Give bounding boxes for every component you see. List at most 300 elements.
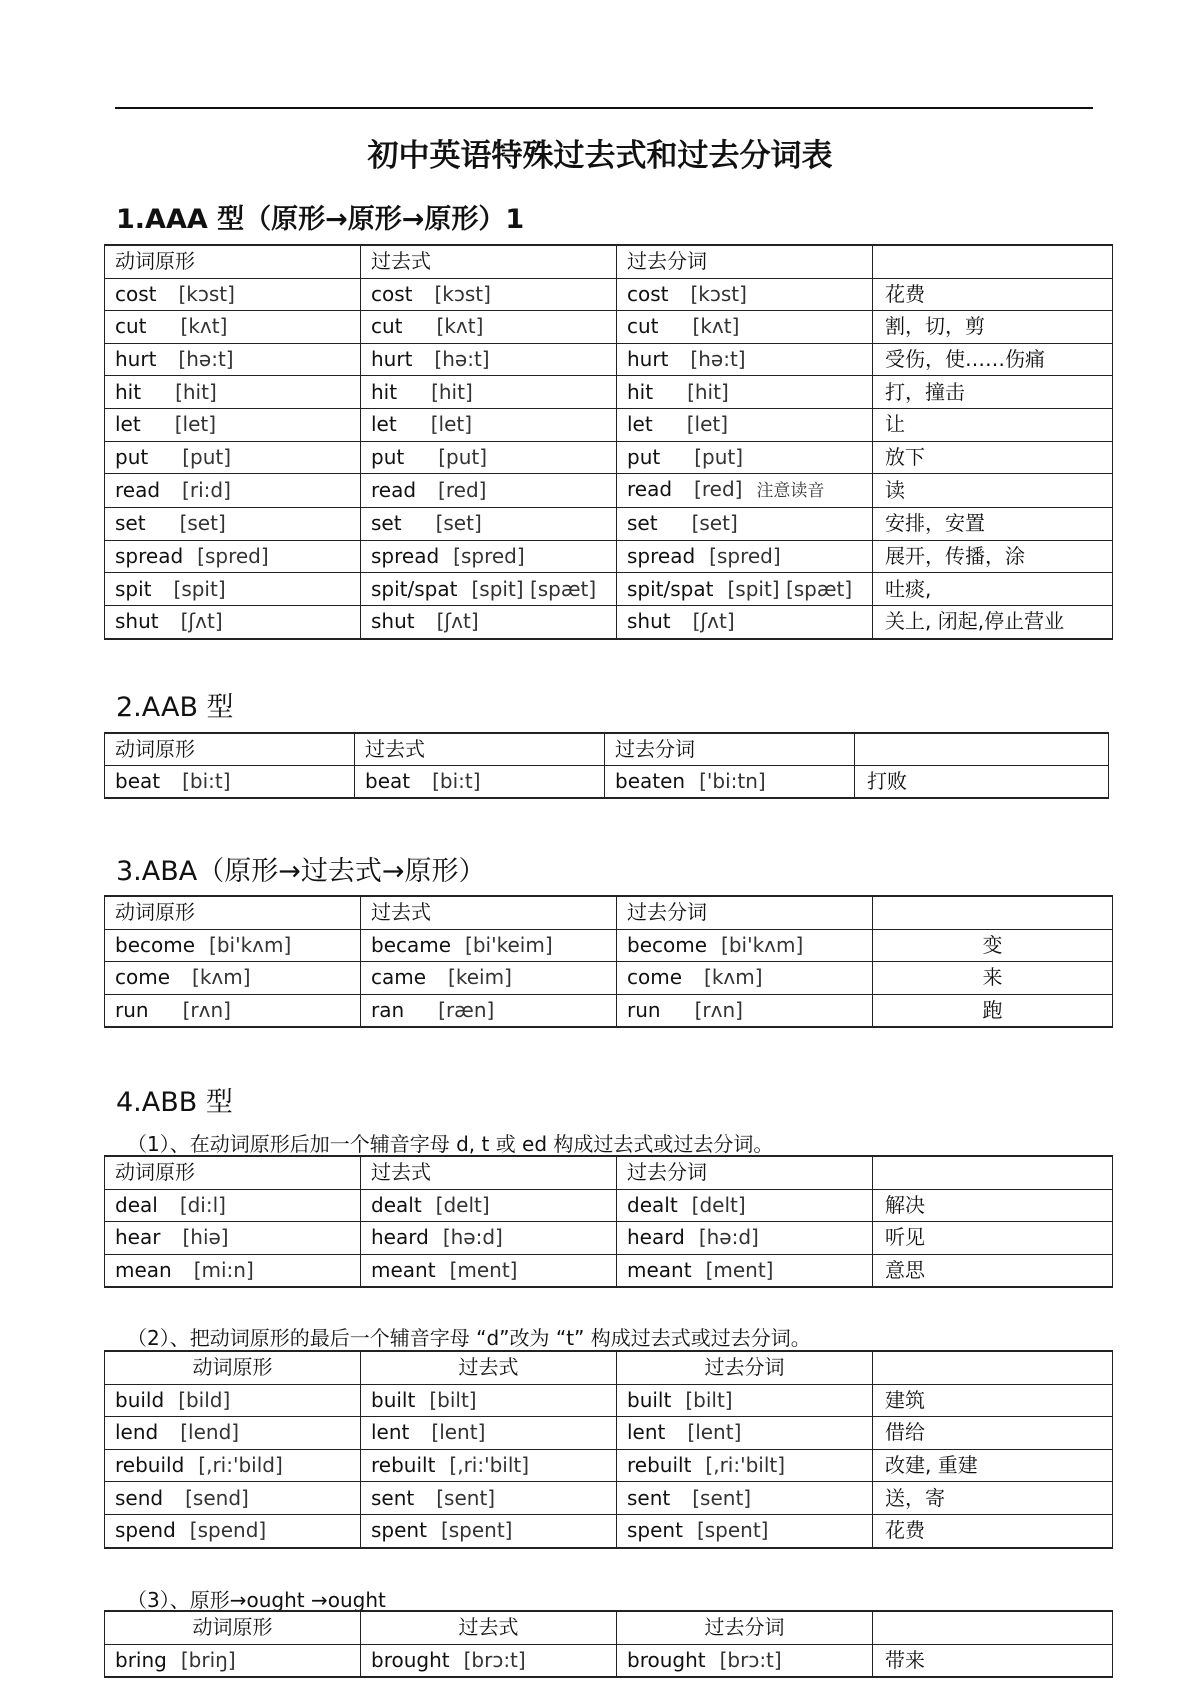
base-form-phonetic: [kʌm] bbox=[192, 965, 251, 990]
col-header-base: 动词原形 bbox=[105, 896, 361, 929]
past-tense-cell bbox=[361, 1644, 617, 1677]
past-participle-phonetic: [red] bbox=[694, 477, 743, 502]
base-form-cell bbox=[105, 1514, 361, 1547]
meaning-cell: 展开，传播，涂 bbox=[873, 540, 1113, 573]
table-row bbox=[105, 1254, 1113, 1287]
col-header-meaning bbox=[855, 733, 1109, 766]
base-form-cell bbox=[105, 1482, 361, 1515]
past-tense-word: beat bbox=[365, 769, 411, 793]
page-title: 初中英语特殊过去式和过去分词表 bbox=[367, 138, 833, 174]
base-form-phonetic: [,ri:'bild] bbox=[198, 1453, 283, 1478]
col-header-base: 动词原形 bbox=[105, 1611, 361, 1644]
past-participle-phonetic: [set] bbox=[691, 511, 738, 536]
base-form-cell bbox=[105, 1449, 361, 1482]
past-participle-phonetic: [delt] bbox=[691, 1192, 746, 1217]
base-form-word: hit bbox=[115, 379, 142, 404]
past-tense-cell bbox=[361, 441, 617, 474]
meaning-cell: 放下 bbox=[873, 441, 1113, 474]
table-abb-3 bbox=[104, 1610, 1113, 1678]
past-tense-cell bbox=[361, 540, 617, 573]
header-row bbox=[105, 896, 1113, 929]
past-tense-phonetic: [bilt] bbox=[429, 1387, 477, 1412]
abb-note-3: （3）、原形→ought →ought bbox=[127, 1588, 386, 1612]
past-participle-cell bbox=[617, 1222, 873, 1255]
base-form-phonetic: [set] bbox=[179, 511, 226, 536]
base-form-word: come bbox=[115, 965, 171, 990]
meaning-cell: 送，寄 bbox=[873, 1482, 1113, 1515]
top-rule bbox=[115, 107, 1093, 109]
table-row bbox=[105, 343, 1113, 376]
past-participle-word: sent bbox=[627, 1485, 671, 1510]
base-form-cell bbox=[105, 278, 361, 311]
table-row bbox=[105, 474, 1113, 508]
past-participle-word: cost bbox=[627, 281, 669, 306]
base-form-cell bbox=[105, 1384, 361, 1417]
base-form-phonetic: [di:l] bbox=[179, 1192, 226, 1217]
base-form-word: build bbox=[115, 1387, 165, 1412]
col-header-base: 动词原形 bbox=[105, 1351, 361, 1384]
past-tense-phonetic: [keim] bbox=[448, 965, 512, 990]
base-form-word: set bbox=[115, 511, 146, 536]
pronunciation-note: 注意读音 bbox=[756, 481, 825, 502]
past-tense-word: shut bbox=[371, 609, 415, 634]
past-participle-word: heard bbox=[627, 1225, 685, 1250]
base-form-cell bbox=[105, 343, 361, 376]
past-tense-cell bbox=[361, 408, 617, 441]
base-form-word: spit bbox=[115, 576, 152, 601]
col-header-past: 过去式 bbox=[355, 733, 605, 766]
base-form-word: rebuild bbox=[115, 1453, 185, 1478]
col-header-past-participle: 过去分词 bbox=[617, 1611, 873, 1644]
past-tense-cell bbox=[361, 1417, 617, 1450]
past-participle-phonetic: [,ri:'bilt] bbox=[705, 1453, 786, 1478]
table-row bbox=[105, 1449, 1113, 1482]
past-tense-phonetic: [kɔst] bbox=[434, 281, 491, 306]
meaning-cell: 打，撞击 bbox=[873, 376, 1113, 409]
past-participle-cell bbox=[617, 311, 873, 344]
col-header-past-participle: 过去分词 bbox=[617, 896, 873, 929]
past-tense-word: cut bbox=[371, 314, 403, 339]
base-form-phonetic: [spred] bbox=[197, 544, 269, 569]
col-header-past-participle: 过去分词 bbox=[617, 1351, 873, 1384]
past-participle-phonetic: [kʌm] bbox=[704, 965, 763, 990]
past-tense-cell bbox=[361, 1384, 617, 1417]
past-tense-cell bbox=[361, 1482, 617, 1515]
past-participle-word: let bbox=[627, 412, 653, 437]
base-form-cell bbox=[105, 962, 361, 995]
past-participle-word: read bbox=[627, 477, 673, 502]
meaning-cell: 关上, 闭起,停止营业 bbox=[873, 605, 1113, 638]
meaning-cell: 变 bbox=[873, 929, 1113, 962]
table-row bbox=[105, 605, 1113, 638]
col-header-past-participle: 过去分词 bbox=[605, 733, 855, 766]
past-participle-word: dealt bbox=[627, 1192, 678, 1217]
table-row bbox=[105, 1384, 1113, 1417]
col-header-base: 动词原形 bbox=[105, 245, 361, 278]
base-form-word: hear bbox=[115, 1225, 161, 1250]
past-participle-cell bbox=[617, 1384, 873, 1417]
base-form-word: cut bbox=[115, 314, 147, 339]
col-header-meaning bbox=[873, 896, 1113, 929]
col-header-base: 动词原形 bbox=[105, 1156, 361, 1189]
past-tense-word: put bbox=[371, 444, 405, 469]
past-tense-cell bbox=[361, 376, 617, 409]
base-form-word: bring bbox=[115, 1647, 167, 1672]
past-participle-word: spread bbox=[627, 544, 696, 569]
base-form-phonetic: [rʌn] bbox=[182, 998, 231, 1023]
past-participle-phonetic: [hit] bbox=[687, 379, 729, 404]
table-row bbox=[105, 508, 1113, 541]
past-tense-word: spread bbox=[371, 544, 440, 569]
past-tense-cell bbox=[361, 929, 617, 962]
base-form-word: run bbox=[115, 998, 149, 1023]
base-form-cell bbox=[105, 540, 361, 573]
base-form-phonetic: [bi:t] bbox=[182, 769, 231, 793]
past-participle-word: meant bbox=[627, 1258, 692, 1283]
past-participle-word: become bbox=[627, 932, 708, 957]
past-tense-phonetic: [spit] [spæt] bbox=[471, 576, 597, 601]
col-header-meaning bbox=[873, 1156, 1113, 1189]
past-participle-cell bbox=[617, 408, 873, 441]
col-header-meaning bbox=[873, 245, 1113, 278]
past-tense-word: dealt bbox=[371, 1192, 422, 1217]
past-tense-cell bbox=[361, 1514, 617, 1547]
abb-note-2: （2）、把动词原形的最后一个辅音字母 “d”改为 “t” 构成过去式或过去分词。 bbox=[127, 1326, 811, 1350]
meaning-cell: 意思 bbox=[873, 1254, 1113, 1287]
past-participle-phonetic: [ʃʌt] bbox=[692, 609, 735, 634]
past-participle-phonetic: [lent] bbox=[687, 1420, 742, 1445]
section-aab-heading: 2.AAB 型 bbox=[116, 692, 234, 723]
meaning-cell: 花费 bbox=[873, 278, 1113, 311]
base-form-word: shut bbox=[115, 609, 159, 634]
base-form-word: read bbox=[115, 478, 161, 503]
base-form-cell bbox=[105, 1254, 361, 1287]
table-row bbox=[105, 962, 1113, 995]
base-form-cell bbox=[105, 474, 361, 508]
past-participle-phonetic: [kʌt] bbox=[692, 314, 740, 339]
header-row bbox=[105, 1156, 1113, 1189]
base-form-cell bbox=[105, 311, 361, 344]
past-tense-cell bbox=[361, 994, 617, 1027]
meaning-cell: 改建, 重建 bbox=[873, 1449, 1113, 1482]
past-participle-cell bbox=[617, 994, 873, 1027]
table-row bbox=[105, 278, 1113, 311]
past-tense-phonetic: [ræn] bbox=[438, 998, 495, 1023]
base-form-phonetic: [lend] bbox=[180, 1420, 240, 1445]
past-tense-phonetic: [hə:t] bbox=[434, 347, 490, 372]
table-row bbox=[105, 1644, 1113, 1677]
table-row bbox=[105, 1222, 1113, 1255]
past-participle-phonetic: [spred] bbox=[709, 544, 781, 569]
meaning-cell: 打败 bbox=[855, 766, 1109, 799]
col-header-past-participle: 过去分词 bbox=[617, 245, 873, 278]
col-header-past: 过去式 bbox=[361, 245, 617, 278]
base-form-word: beat bbox=[115, 769, 161, 793]
past-tense-phonetic: [put] bbox=[438, 444, 488, 469]
base-form-word: lend bbox=[115, 1420, 159, 1445]
base-form-cell bbox=[105, 1222, 361, 1255]
past-participle-cell bbox=[617, 1189, 873, 1222]
meaning-cell: 花费 bbox=[873, 1514, 1113, 1547]
base-form-phonetic: [kʌt] bbox=[180, 314, 228, 339]
meaning-cell: 解决 bbox=[873, 1189, 1113, 1222]
past-participle-cell bbox=[617, 573, 873, 606]
table-row bbox=[105, 376, 1113, 409]
base-form-cell bbox=[105, 929, 361, 962]
table-row bbox=[105, 766, 1109, 799]
base-form-word: spread bbox=[115, 544, 184, 569]
base-form-phonetic: [send] bbox=[185, 1485, 249, 1510]
header-row bbox=[105, 245, 1113, 278]
past-tense-phonetic: [set] bbox=[435, 511, 482, 536]
past-tense-phonetic: [hit] bbox=[431, 379, 473, 404]
table-aba bbox=[104, 895, 1113, 1028]
past-tense-word: built bbox=[371, 1387, 416, 1412]
past-tense-phonetic: [,ri:'bilt] bbox=[449, 1453, 530, 1478]
past-tense-phonetic: [ment] bbox=[449, 1258, 518, 1283]
base-form-phonetic: [spend] bbox=[189, 1518, 267, 1543]
table-abb-1 bbox=[104, 1155, 1113, 1288]
base-form-cell bbox=[105, 605, 361, 638]
table-aab bbox=[104, 732, 1109, 799]
past-participle-word: put bbox=[627, 444, 661, 469]
base-form-phonetic: [hit] bbox=[175, 379, 217, 404]
base-form-word: hurt bbox=[115, 347, 157, 372]
meaning-cell: 受伤，使……伤痛 bbox=[873, 343, 1113, 376]
past-tense-phonetic: [sent] bbox=[436, 1485, 496, 1510]
table-row bbox=[105, 441, 1113, 474]
past-participle-cell bbox=[617, 441, 873, 474]
past-tense-phonetic: [spent] bbox=[440, 1518, 513, 1543]
past-tense-word: hit bbox=[371, 379, 398, 404]
meaning-cell: 听见 bbox=[873, 1222, 1113, 1255]
base-form-word: deal bbox=[115, 1192, 158, 1217]
past-tense-word: spent bbox=[371, 1518, 427, 1543]
past-participle-phonetic: [let] bbox=[686, 412, 729, 437]
base-form-phonetic: [let] bbox=[174, 412, 217, 437]
past-tense-word: brought bbox=[371, 1647, 450, 1672]
past-tense-cell bbox=[361, 1449, 617, 1482]
section-aba-heading: 3.ABA（原形→过去式→原形） bbox=[116, 856, 486, 887]
past-participle-cell bbox=[617, 1644, 873, 1677]
past-participle-phonetic: [spent] bbox=[696, 1518, 769, 1543]
col-header-past: 过去式 bbox=[361, 1611, 617, 1644]
base-form-phonetic: [mi:n] bbox=[193, 1258, 254, 1283]
meaning-cell: 来 bbox=[873, 962, 1113, 995]
past-participle-phonetic: [bi'kʌm] bbox=[721, 932, 804, 957]
past-participle-word: brought bbox=[627, 1647, 706, 1672]
base-form-cell bbox=[105, 508, 361, 541]
past-tense-word: sent bbox=[371, 1485, 415, 1510]
col-header-past: 过去式 bbox=[361, 1156, 617, 1189]
section-aaa-heading: 1.AAA 型（原形→原形→原形）1 bbox=[116, 204, 525, 235]
past-tense-cell bbox=[361, 962, 617, 995]
base-form-phonetic: [bild] bbox=[178, 1387, 231, 1412]
abb-note-1: （1）、在动词原形后加一个辅音字母 d, t 或 ed 构成过去式或过去分词。 bbox=[127, 1132, 774, 1156]
past-participle-phonetic: [sent] bbox=[692, 1485, 752, 1510]
base-form-phonetic: [kɔst] bbox=[178, 281, 235, 306]
base-form-word: put bbox=[115, 444, 149, 469]
past-participle-cell bbox=[617, 1254, 873, 1287]
base-form-word: become bbox=[115, 932, 196, 957]
col-header-past-participle: 过去分词 bbox=[617, 1156, 873, 1189]
table-aaa bbox=[104, 244, 1113, 640]
base-form-word: mean bbox=[115, 1258, 172, 1283]
past-participle-phonetic: [ment] bbox=[705, 1258, 774, 1283]
past-tense-word: set bbox=[371, 511, 402, 536]
past-participle-cell bbox=[617, 1449, 873, 1482]
past-participle-word: spit/spat bbox=[627, 576, 714, 601]
past-participle-word: cut bbox=[627, 314, 659, 339]
past-participle-cell bbox=[617, 278, 873, 311]
table-row bbox=[105, 573, 1113, 606]
past-participle-cell bbox=[617, 929, 873, 962]
past-tense-cell bbox=[361, 508, 617, 541]
past-tense-cell bbox=[361, 343, 617, 376]
past-tense-phonetic: [bi'keim] bbox=[465, 932, 553, 957]
past-participle-phonetic: [put] bbox=[694, 444, 744, 469]
table-row bbox=[105, 1514, 1113, 1547]
past-tense-word: meant bbox=[371, 1258, 436, 1283]
past-participle-cell bbox=[617, 1514, 873, 1547]
past-participle-cell bbox=[617, 605, 873, 638]
col-header-meaning bbox=[873, 1351, 1113, 1384]
table-row bbox=[105, 408, 1113, 441]
table-row bbox=[105, 540, 1113, 573]
past-participle-phonetic: [hə:t] bbox=[690, 347, 746, 372]
past-tense-cell bbox=[361, 1222, 617, 1255]
base-form-word: send bbox=[115, 1485, 164, 1510]
base-form-cell bbox=[105, 441, 361, 474]
past-participle-word: run bbox=[627, 998, 661, 1023]
past-tense-word: spit/spat bbox=[371, 576, 458, 601]
base-form-cell bbox=[105, 766, 355, 799]
past-participle-cell bbox=[617, 1482, 873, 1515]
past-tense-phonetic: [brɔ:t] bbox=[463, 1647, 526, 1672]
past-tense-phonetic: [hə:d] bbox=[442, 1225, 503, 1250]
col-header-past: 过去式 bbox=[361, 896, 617, 929]
past-tense-word: cost bbox=[371, 281, 413, 306]
meaning-cell: 割，切，剪 bbox=[873, 311, 1113, 344]
base-form-phonetic: [put] bbox=[182, 444, 232, 469]
base-form-word: cost bbox=[115, 281, 157, 306]
col-header-past: 过去式 bbox=[361, 1351, 617, 1384]
meaning-cell: 吐痰, bbox=[873, 573, 1113, 606]
past-participle-phonetic: [rʌn] bbox=[694, 998, 743, 1023]
table-row bbox=[105, 929, 1113, 962]
base-form-cell bbox=[105, 408, 361, 441]
base-form-cell bbox=[105, 573, 361, 606]
meaning-cell: 让 bbox=[873, 408, 1113, 441]
past-tense-word: rebuilt bbox=[371, 1453, 436, 1478]
past-participle-word: hit bbox=[627, 379, 654, 404]
meaning-cell: 读 bbox=[873, 474, 1113, 508]
base-form-cell bbox=[105, 1417, 361, 1450]
past-participle-cell bbox=[617, 508, 873, 541]
past-participle-word: spent bbox=[627, 1518, 683, 1543]
base-form-cell bbox=[105, 1189, 361, 1222]
past-tense-cell bbox=[361, 1254, 617, 1287]
col-header-base: 动词原形 bbox=[105, 733, 355, 766]
meaning-cell: 安排，安置 bbox=[873, 508, 1113, 541]
past-tense-word: ran bbox=[371, 998, 405, 1023]
past-tense-cell bbox=[361, 1189, 617, 1222]
table-row bbox=[105, 1482, 1113, 1515]
header-row bbox=[105, 1351, 1113, 1384]
past-participle-cell bbox=[617, 962, 873, 995]
past-participle-word: lent bbox=[627, 1420, 666, 1445]
table-row bbox=[105, 1417, 1113, 1450]
past-tense-word: hurt bbox=[371, 347, 413, 372]
meaning-cell: 跑 bbox=[873, 994, 1113, 1027]
past-tense-cell bbox=[361, 278, 617, 311]
past-tense-phonetic: [bi:t] bbox=[432, 769, 481, 793]
meaning-cell: 带来 bbox=[873, 1644, 1113, 1677]
past-tense-cell bbox=[361, 311, 617, 344]
past-tense-phonetic: [delt] bbox=[435, 1192, 490, 1217]
past-participle-word: beaten bbox=[615, 769, 686, 793]
base-form-phonetic: [briŋ] bbox=[180, 1647, 236, 1672]
past-participle-word: built bbox=[627, 1387, 672, 1412]
past-participle-word: set bbox=[627, 511, 658, 536]
past-tense-phonetic: [lent] bbox=[431, 1420, 486, 1445]
past-participle-phonetic: [hə:d] bbox=[698, 1225, 759, 1250]
meaning-cell: 借给 bbox=[873, 1417, 1113, 1450]
header-row bbox=[105, 733, 1109, 766]
past-tense-cell bbox=[361, 474, 617, 508]
past-tense-cell bbox=[361, 573, 617, 606]
base-form-word: spend bbox=[115, 1518, 176, 1543]
base-form-phonetic: [hiə] bbox=[182, 1225, 229, 1250]
past-participle-phonetic: [kɔst] bbox=[690, 281, 747, 306]
past-tense-cell bbox=[355, 766, 605, 799]
past-tense-cell bbox=[361, 605, 617, 638]
header-row bbox=[105, 1611, 1113, 1644]
past-tense-phonetic: [kʌt] bbox=[436, 314, 484, 339]
past-participle-word: hurt bbox=[627, 347, 669, 372]
past-participle-phonetic: [bilt] bbox=[685, 1387, 733, 1412]
past-participle-cell bbox=[617, 540, 873, 573]
past-participle-cell bbox=[605, 766, 855, 799]
base-form-cell bbox=[105, 1644, 361, 1677]
past-tense-phonetic: [red] bbox=[438, 478, 487, 503]
base-form-word: let bbox=[115, 412, 141, 437]
past-participle-word: shut bbox=[627, 609, 671, 634]
base-form-phonetic: [ri:d] bbox=[182, 478, 231, 503]
past-tense-word: read bbox=[371, 478, 417, 503]
past-tense-word: lent bbox=[371, 1420, 410, 1445]
past-tense-phonetic: [ʃʌt] bbox=[436, 609, 479, 634]
base-form-phonetic: [bi'kʌm] bbox=[209, 932, 292, 957]
past-tense-word: became bbox=[371, 932, 452, 957]
past-tense-phonetic: [let] bbox=[430, 412, 473, 437]
past-participle-phonetic: [spit] [spæt] bbox=[727, 576, 853, 601]
table-row bbox=[105, 994, 1113, 1027]
section-abb-heading: 4.ABB 型 bbox=[116, 1087, 233, 1118]
past-participle-cell bbox=[617, 343, 873, 376]
base-form-phonetic: [spit] bbox=[173, 576, 226, 601]
meaning-cell: 建筑 bbox=[873, 1384, 1113, 1417]
base-form-cell bbox=[105, 376, 361, 409]
past-participle-word: rebuilt bbox=[627, 1453, 692, 1478]
base-form-phonetic: [ʃʌt] bbox=[180, 609, 223, 634]
past-tense-word: heard bbox=[371, 1225, 429, 1250]
table-abb-2 bbox=[104, 1350, 1113, 1549]
table-row bbox=[105, 1189, 1113, 1222]
past-participle-cell bbox=[617, 474, 873, 508]
base-form-cell bbox=[105, 994, 361, 1027]
past-tense-word: came bbox=[371, 965, 427, 990]
